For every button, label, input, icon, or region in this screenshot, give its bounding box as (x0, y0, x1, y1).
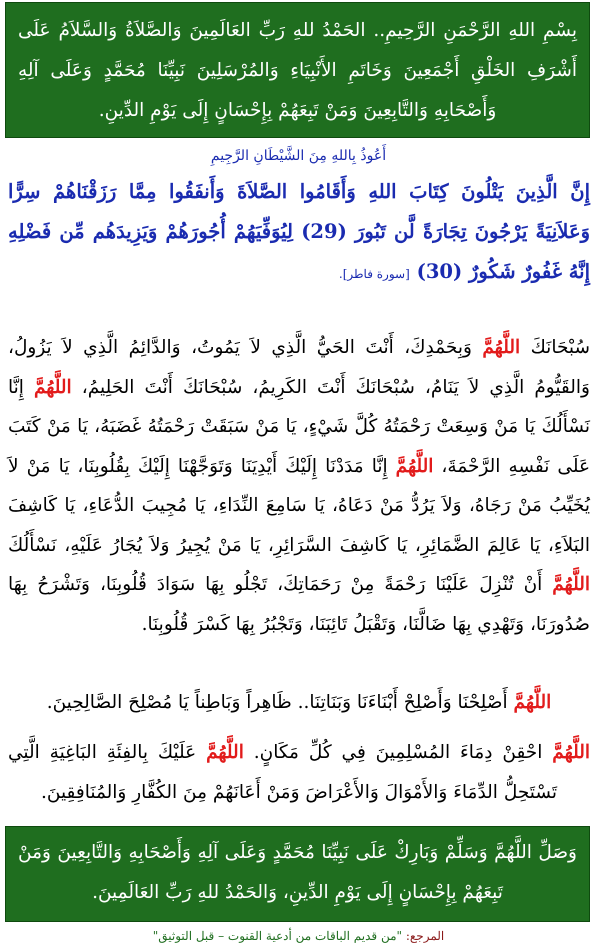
sura-reference: [سورة فاطر]. (338, 267, 410, 281)
dua-text-segment: احْقِنْ دِمَاءَ المُسْلِمِينَ فِي كُلِّ مَكَانٍ. (243, 742, 553, 763)
dua-text-segment: أَنْ تُنْزِلَ عَلَيْنَا رَحْمَةً مِنْ رَحَمَاتِكَ، تَجْلُو بِهَا سَوَادَ قُلُوبِنَا، وَتَشْرَحُ بِهَا صُدُورَنَا، وَتَهْدِي بِهَا ضَالَّنَا، وَتَقْبَلُ تَائِبَنَا، وَتَجْبُرُ بِهَا كَسْرَ قُلُوبِنَا. (8, 574, 590, 635)
allah-highlight: اللَّهُمَّ (552, 574, 590, 595)
quran-verse (8, 172, 590, 294)
allah-highlight: اللَّهُمَّ (33, 376, 72, 398)
dua-main-paragraph (8, 328, 590, 644)
allah-highlight: اللَّهُمَّ (482, 337, 521, 358)
dua-text-segment: أَصْلِحْنَا وَأَصْلِحْ أَبْنَاءَنَا وَبَنَاتِنَا.. ظَاهِراً وَبَاطِناً يَا مُصْلِحَ الصَّالِحِينَ. (46, 692, 514, 713)
reference-line (0, 925, 597, 947)
dua-protection-paragraph (8, 733, 590, 813)
dua-text-segment: سُبْحَانَكَ (520, 337, 590, 358)
quran-verse-text: إِنَّ الَّذِينَ يَتْلُونَ كِتَابَ اللهِ وَأَقَامُوا الصَّلاَةَ وَأَنفَقُوا مِمَّا رَزَقْنَاهُمْ سِرًّا وَعَلاَنِيَةً يَرْجُونَ تِجَارَةً لَّن تَبُورَ (29) لِيُوَفِّيَهُمْ أُجُورَهُمْ وَيَزِيدَهُم مِّن فَضْلِهِ إِنَّهُ غَفُورٌ شَكُورٌ (30) (8, 180, 590, 283)
reference-label: المرجع: (405, 929, 445, 943)
dua-text-segment: إِنَّا مَدَدْنَا إِلَيْكَ أَيْدِيَنَا وَتَوَجَّهْنَا إِلَيْكَ بِقُلُوبِنَا، يَا مَنْ لاَ يُخَيِّبُ مَنْ رَجَاهُ، وَلاَ يَرُدُّ مَنْ دَعَاهُ، يَا سَامِعَ النِّدَاءِ، يَا مُجِيبَ الدُّعَاءِ، يَا كَاشِفَ البَلاَءِ، يَا عَالِمَ الضَّمَائِرِ، يَا كَاشِفَ السَّرَائِرِ، يَا مَنْ يُجِيرُ وَلاَ يُجَارُ عَلَيْهِ، نَسْأَلُكَ (8, 455, 590, 556)
closing-salutation-box (5, 826, 590, 922)
reference-source: "من قديم الباقات من أدعية القنوت – قبل التوثيق" (152, 929, 403, 943)
allah-highlight: اللَّهُمَّ (552, 742, 591, 763)
dua-text-segment: وَبِحَمْدِكَ، أَنْتَ الحَيُّ الَّذِي لاَ يَمُوتُ، وَالدَّائِمُ الَّذِي لاَ يَزُولُ، وَالقَيُّومُ الَّذِي لاَ يَنَامُ، سُبْحَانَكَ أَنْتَ الكَرِيمُ، سُبْحَانَكَ أَنْتَ الحَلِيمُ، (8, 337, 590, 398)
dua-text-segment: عَلَيْكَ بِالفِئَةِ البَاغِيَةِ الَّتِي تَسْتَحِلُّ الدِّمَاءَ وَالأَمْوَالَ وَالأَعْرَاضَ وَمَنْ أَعَانَهُمْ مِنَ الكُفَّارِ وَالمُنَافِقِينَ. (8, 742, 558, 803)
taawwudh-line: أَعُوذُ بِاللهِ مِنَ الشَّيْطَانِ الرَّجِيمِ (210, 148, 387, 164)
opening-praise-text: بِسْمِ اللهِ الرَّحْمَنِ الرَّحِيمِ.. الحَمْدُ للهِ رَبِّ العَالَمِينَ وَالصَّلاَةُ وَالسَّلاَمُ عَلَى أَشْرَفِ الخَلْقِ أَجْمَعِينَ وَخَاتَمِ الأَنْبِيَاءِ وَالمُرْسَلِينَ نَبِيِّنَا مُحَمَّدٍ وَعَلَى آلِهِ وَأَصْحَابِهِ وَالتَّابِعِينَ وَمَنْ تَبِعَهُمْ بِإِحْسَانٍ إِلَى يَوْمِ الدِّينِ. (18, 20, 577, 121)
allah-highlight: اللَّهُمَّ (395, 455, 434, 477)
closing-salutation-text: وَصَلِّ اللَّهُمَّ وَسَلِّمْ وَبَارِكْ عَلَى نَبِيِّنَا مُحَمَّدٍ وَعَلَى آلِهِ وَأَصْحَابِهِ وَالتَّابِعِينَ وَمَنْ تَبِعَهُمْ بِإِحْسَانٍ إِلَى يَوْمِ الدِّينِ، وَالحَمْدُ للهِ رَبِّ العَالَمِينَ. (18, 842, 577, 903)
opening-praise-box (5, 2, 590, 138)
allah-highlight: اللَّهُمَّ (206, 742, 244, 763)
dua-righteousness-paragraph (8, 683, 590, 723)
dua-text-segment: إِنَّا نَسْأَلُكَ يَا مَنْ وَسِعَتْ رَحْمَتُهُ كُلَّ شَيْءٍ، يَا مَنْ سَبَقَتْ رَحْمَتُهُ غَضَبَهُ، يَا مَنْ كَتَبَ عَلَى نَفْسِهِ الرَّحْمَةَ، (8, 376, 590, 477)
allah-highlight: اللَّهُمَّ (513, 692, 552, 713)
